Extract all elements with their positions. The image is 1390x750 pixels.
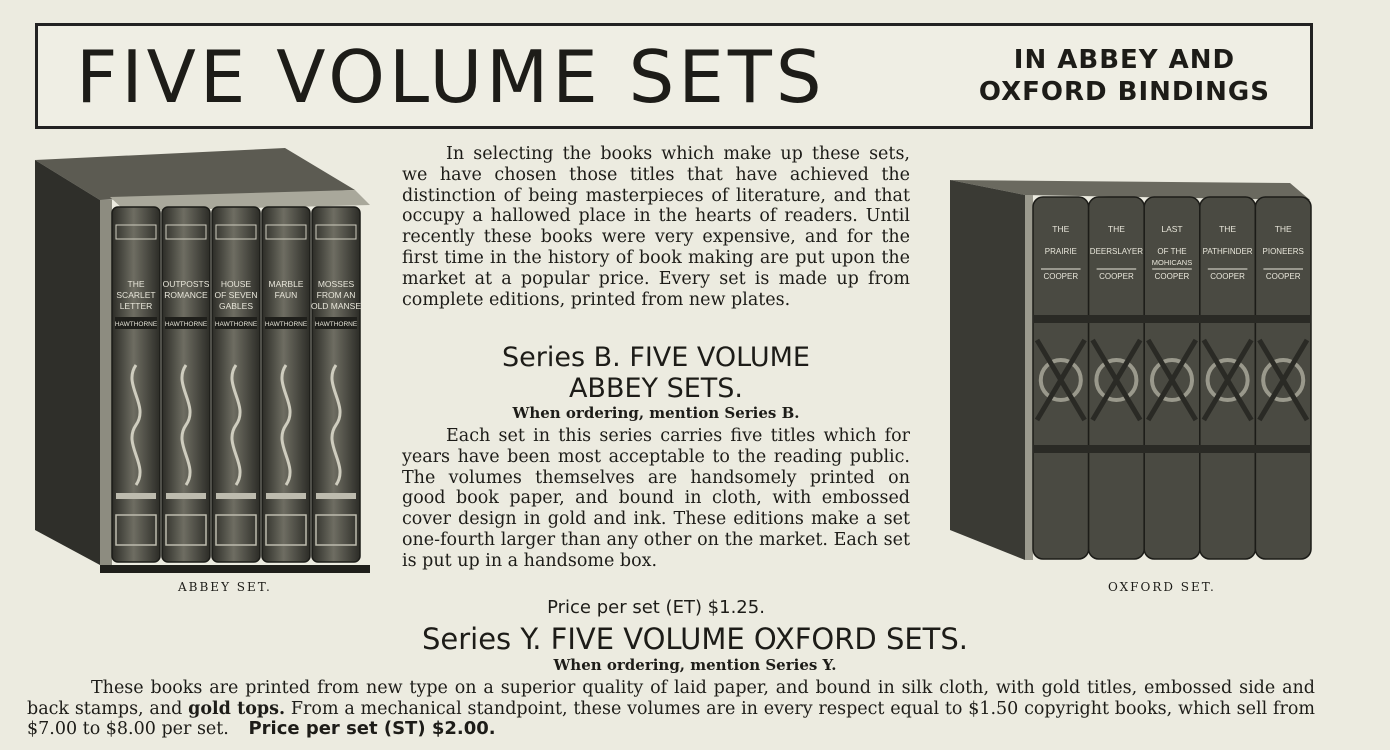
spine-author: COOPER [1099,272,1134,281]
box-side [950,180,1025,560]
book-bottom-shadow [100,565,370,573]
abbey-spine [112,207,160,562]
spine-title-line2: PRAIRIE [1044,247,1077,256]
spine-title-line1: THE [1274,224,1292,234]
series-b-text: Each set in this series carries five titles which for years have been most acceptable to the reading public. The volumes themselves are handsomely printed on good book paper, and bound in cloth, with embossed cover design in gold and ink. These editions make a set one-fourth larger than any other on the market. Each set is put up in a handsome box. [402,426,910,571]
spine-title-line2: OF SEVEN [214,290,258,300]
abbey-spine [262,207,310,562]
abbey-spines [112,207,361,562]
series-y-price: Price per set (ST) $2.00. [248,718,496,740]
spine-author: HAWTHORNE [314,321,358,328]
spine-title-line2: ROMANCE [164,290,208,300]
spine-author: COOPER [1265,272,1301,281]
series-b-heading [402,342,910,404]
oxford-spines [1033,197,1311,559]
abbey-spine [212,207,260,562]
series-y-text [27,678,1315,740]
spine-author: HAWTHORNE [264,321,308,328]
oxford-set-illustration [945,175,1315,570]
band-top [1033,315,1311,323]
spine-title-line1: THE [1219,224,1237,234]
series-b-price: Price per set (ET) $1.25. [547,597,765,618]
spine-title-line3: GABLES [218,301,254,311]
spine-title-line1: THE [1107,224,1125,234]
spine-title-line1: HOUSE [220,279,252,289]
oxford-spine [1144,197,1200,559]
spine-title-line2: SCARLET [116,290,156,300]
banner-frame [35,23,1313,129]
abbey-set-illustration [30,145,375,575]
series-b-description [402,426,910,572]
series-y-text-part1: These books are printed from new type on a superior quality of laid paper, and bound in silk cloth, with gold titles, embossed side and back stamps, and [27,678,1315,719]
banner-subtitle [979,44,1270,108]
banner-subtitle-line2: OXFORD BINDINGS [978,77,1270,107]
series-y-text-bold: gold tops. [188,698,286,719]
series-y-text-part2: From a mechanical standpoint, these volumes are in every respect equal to $1.50 copyright books, which sell from $7.00 to $8.00 per set. [27,698,1315,740]
series-y-description [27,678,1315,740]
spine-author: HAWTHORNE [164,321,208,328]
spine-author: HAWTHORNE [214,321,258,328]
spine-title-line1: THE [127,279,145,289]
banner-subtitle-line1: IN ABBEY AND [1013,45,1236,75]
spine-title-line1: MOSSES [317,279,355,289]
spine-title-line1: THE [1052,224,1070,234]
spine-author: COOPER [1043,272,1079,281]
abbey-spine [311,207,361,562]
spine-author: COOPER [1210,272,1245,281]
series-b-heading-line1: Series B. FIVE VOLUME [502,342,810,373]
spine-title-line2: FAUN [274,290,298,300]
abbey-spine [162,207,210,562]
series-y-order-note: When ordering, mention Series Y. [553,656,837,674]
spine-title-line1: OUTPOSTS [162,279,210,289]
intro-paragraph [402,144,910,310]
spine-author: COOPER [1154,272,1190,281]
oxford-spine [1033,197,1089,559]
spine-title-line1: MARBLE [268,279,304,289]
oxford-caption: OXFORD SET. [1108,580,1216,594]
spine-title-line2: FROM AN [316,290,356,300]
spine-title-line3: LETTER [119,301,153,311]
spine-title-line2: PATHFINDER [1202,247,1253,256]
series-b-heading-line2: ABBEY SETS. [568,373,744,404]
spine-title-line3: MOHICANS [1151,258,1193,267]
spine-title-line1: LAST [1161,224,1183,234]
abbey-caption: ABBEY SET. [178,580,272,594]
spine-author: HAWTHORNE [114,321,158,328]
band-bottom [1033,445,1311,453]
series-y-heading: Series Y. FIVE VOLUME OXFORD SETS. [421,622,969,656]
box-edge [1025,195,1033,560]
spine-title-line2: DEERSLAYER [1089,247,1144,256]
box-side [35,160,100,565]
series-b-order-note: When ordering, mention Series B. [512,404,800,422]
spine-title-line2: PIONEERS [1262,247,1304,256]
spine-title-line3: OLD MANSE [310,301,362,311]
box-edge [100,200,112,565]
oxford-spine [1200,197,1256,559]
intro-text: In selecting the books which make up these sets, we have chosen those titles that have achieved the distinction of being masterpieces of literature, and that occupy a hallowed place in the hearts of readers. Until recently these books were very expensive, and for the first time in the history of book making are put upon the market at a popular price. Every set is made up from complete editions, printed from new plates. [402,144,910,310]
oxford-spine [1255,197,1311,559]
spine-title-line2: OF THE [1157,247,1187,256]
oxford-spine [1089,197,1145,559]
banner-title: FIVE VOLUME SETS [76,35,826,119]
